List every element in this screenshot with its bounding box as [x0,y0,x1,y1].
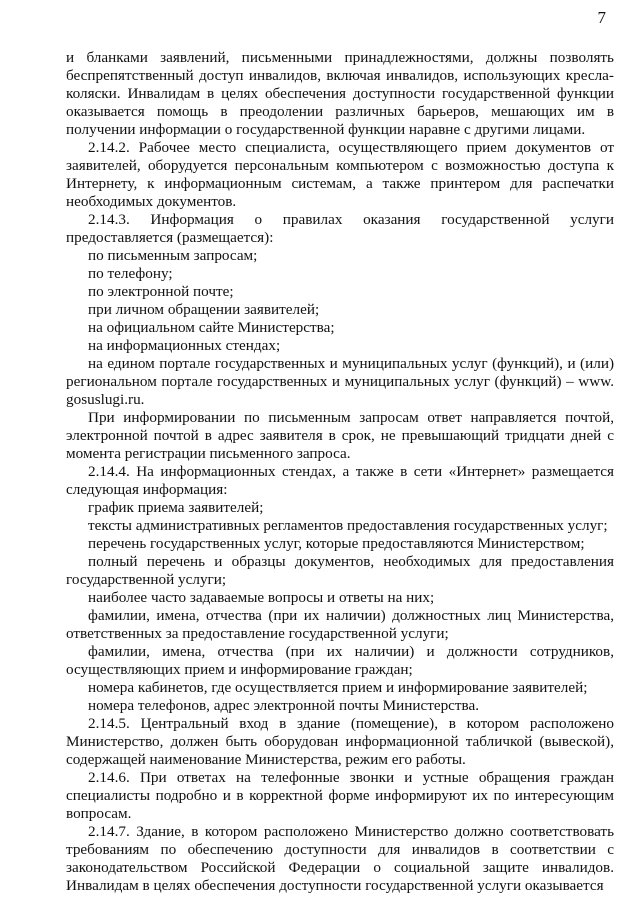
paragraph: 2.14.7. Здание, в котором расположено Министерство должно соответствовать требованиям по обеспечению доступности для инвалидов в соответствии с законодательством Российской Федерации о социальной защите инвалидов. Инвалидам в целях обеспечения доступности государственной услуги оказывается [66,823,614,894]
list-item: на едином портале государственных и муниципальных услуг (функций), и (или) региональном портале государственных и муниципальных услуг (функций) – www. gosuslugi.ru. [66,355,614,408]
list-item: наиболее часто задаваемые вопросы и ответы на них; [88,589,435,606]
list-item: тексты административных регламентов предоставления государственных услуг; [88,517,608,534]
list-item: перечень государственных услуг, которые предоставляются Министерством; [88,535,585,552]
page-number: 7 [597,8,606,27]
document-body [66,49,614,895]
paragraph: 2.14.2. Рабочее место специалиста, осуществляющего прием документов от заявителей, оборудуется персональным компьютером с возможностью доступа к Интернету, к информационным системам, а также принтером для распечатки необходимых документов. [66,139,614,210]
paragraph: 2.14.6. При ответах на телефонные звонки и устные обращения граждан специалисты подробно и в корректной форме информируют их по интересующим вопросам. [66,769,614,822]
list-item: по электронной почте; [88,283,234,300]
paragraph: 2.14.4. На информационных стендах, а также в сети «Интернет» размещается следующая информация: [66,463,614,498]
list-item: полный перечень и образцы документов, необходимых для предоставления государственной услуги; [66,553,614,588]
list-item: на официальном сайте Министерства; [88,319,335,336]
paragraph: При информировании по письменным запросам ответ направляется почтой, электронной почтой в адрес заявителя в срок, не превышающий тридцати дней с момента регистрации письменного запроса. [66,409,614,462]
list-item: фамилии, имена, отчества (при их наличии) и должности сотрудников, осуществляющих прием и информирование граждан; [66,643,614,678]
list-item: график приема заявителей; [88,499,264,516]
paragraph: 2.14.5. Центральный вход в здание (помещение), в котором расположено Министерство, должен быть оборудован информационной табличкой (вывеской), содержащей наименование Министерства, режим его работы. [66,715,614,768]
list-item: номера телефонов, адрес электронной почты Министерства. [88,697,480,714]
list-item: на информационных стендах; [88,337,281,354]
paragraph: и бланками заявлений, письменными принадлежностями, должны позволять беспрепятственный доступ инвалидов, включая инвалидов, использующих кресла-коляски. Инвалидам в целях обеспечения доступности государственной функции оказывается помощь в преодолении различных барьеров, мешающих им в получении информации о государственной функции наравне с другими лицами. [66,49,614,138]
paragraph: 2.14.3. Информация о правилах оказания государственной услуги предоставляется (размещается): [66,211,614,246]
list-item: фамилии, имена, отчества (при их наличии) должностных лиц Министерства, ответственных за предоставление государственной услуги; [66,607,614,642]
list-item: по письменным запросам; [88,247,258,264]
list-item: при личном обращении заявителей; [88,301,320,318]
list-item: по телефону; [88,265,173,282]
list-item: номера кабинетов, где осуществляется прием и информирование заявителей; [88,679,588,696]
